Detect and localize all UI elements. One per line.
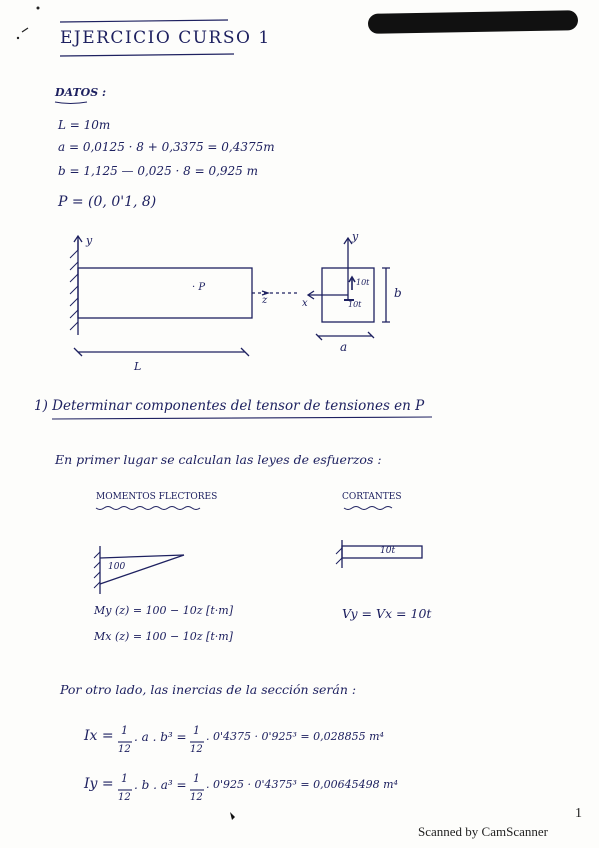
ix-lhs: Ix = (84, 728, 114, 744)
scan-speck (230, 812, 235, 820)
section-diagram (308, 238, 390, 340)
iy-f2-num: 1 (193, 772, 200, 785)
ix-f1-den: 12 (118, 744, 131, 755)
beam-rect (78, 268, 252, 318)
section-x-label: x (302, 298, 308, 309)
iy-f1-num: 1 (121, 772, 128, 785)
moment-wall-hatch (94, 552, 100, 588)
ix-f1-num: 1 (121, 724, 128, 737)
scanner-watermark: Scanned by CamScanner (418, 824, 548, 839)
scan-speck (37, 7, 40, 10)
section1-underline (52, 417, 432, 419)
scan-speck (17, 37, 19, 39)
moment-eq-y: My (z) = 100 − 10z [t·m] (94, 604, 233, 617)
title-overline (60, 20, 228, 22)
ix-mid: . a . b³ = (134, 730, 187, 744)
shear-diagram-label: 10t (380, 546, 396, 556)
section1-heading: 1) Determinar componentes del tensor de tensiones en P (34, 398, 425, 414)
moment-diagram-label: 100 (108, 562, 126, 572)
shear-diagram (336, 540, 422, 568)
datos-line-1: L = 10m (58, 118, 111, 132)
cortantes-title: CORTANTES (342, 492, 402, 502)
iy-f2-den: 12 (190, 792, 203, 803)
section-y-label: y (352, 230, 359, 243)
moment-eq-x: Mx (z) = 100 − 10z [t·m] (94, 630, 233, 643)
page-number: 1 (575, 806, 582, 821)
title-underline (60, 54, 234, 56)
datos-heading: DATOS : (55, 86, 107, 99)
inercias-intro: Por otro lado, las inercias de la sección serán : (60, 682, 357, 697)
shear-eq: Vy = Vx = 10t (342, 606, 432, 621)
datos-underline (55, 102, 87, 104)
scan-speck (22, 28, 28, 32)
iy-mid: . b . a³ = (134, 778, 187, 792)
datos-line-2: a = 0,0125 · 8 + 0,3375 = 0,4375m (58, 140, 275, 154)
ix-f2-num: 1 (193, 724, 200, 737)
iy-f1-den: 12 (118, 792, 131, 803)
beam-y-label: y (86, 234, 93, 247)
section-load-top-label: 10t (356, 278, 370, 287)
section-a-label: a (340, 340, 348, 354)
cortantes-wavy-underline (344, 507, 392, 510)
section-load-side-label: 10t (348, 300, 362, 309)
iy-lhs: Iy = (84, 776, 114, 792)
datos-line-3: b = 1,125 — 0,025 · 8 = 0,925 m (58, 164, 259, 178)
wall-hatch (70, 250, 78, 330)
beam-point-label: · P (192, 282, 206, 293)
moment-baseline (100, 555, 184, 558)
shear-wall-hatch (336, 548, 342, 564)
iy-rhs: . 0'925 · 0'4375³ = 0,00645498 m⁴ (206, 778, 398, 791)
beam-length-label: L (134, 360, 142, 373)
ix-f2-den: 12 (190, 744, 203, 755)
section-b-label: b (394, 286, 402, 300)
momentos-wavy-underline (96, 507, 200, 510)
datos-line-4: P = (0, 0'1, 8) (58, 194, 157, 210)
beam-z-label: z (262, 295, 268, 306)
section1-intro: En primer lugar se calculan las leyes de esfuerzos : (55, 452, 382, 467)
page-title: EJERCICIO CURSO 1 (60, 28, 271, 48)
ix-rhs: . 0'4375 · 0'925³ = 0,028855 m⁴ (206, 730, 384, 743)
momentos-title: MOMENTOS FLECTORES (96, 492, 218, 502)
